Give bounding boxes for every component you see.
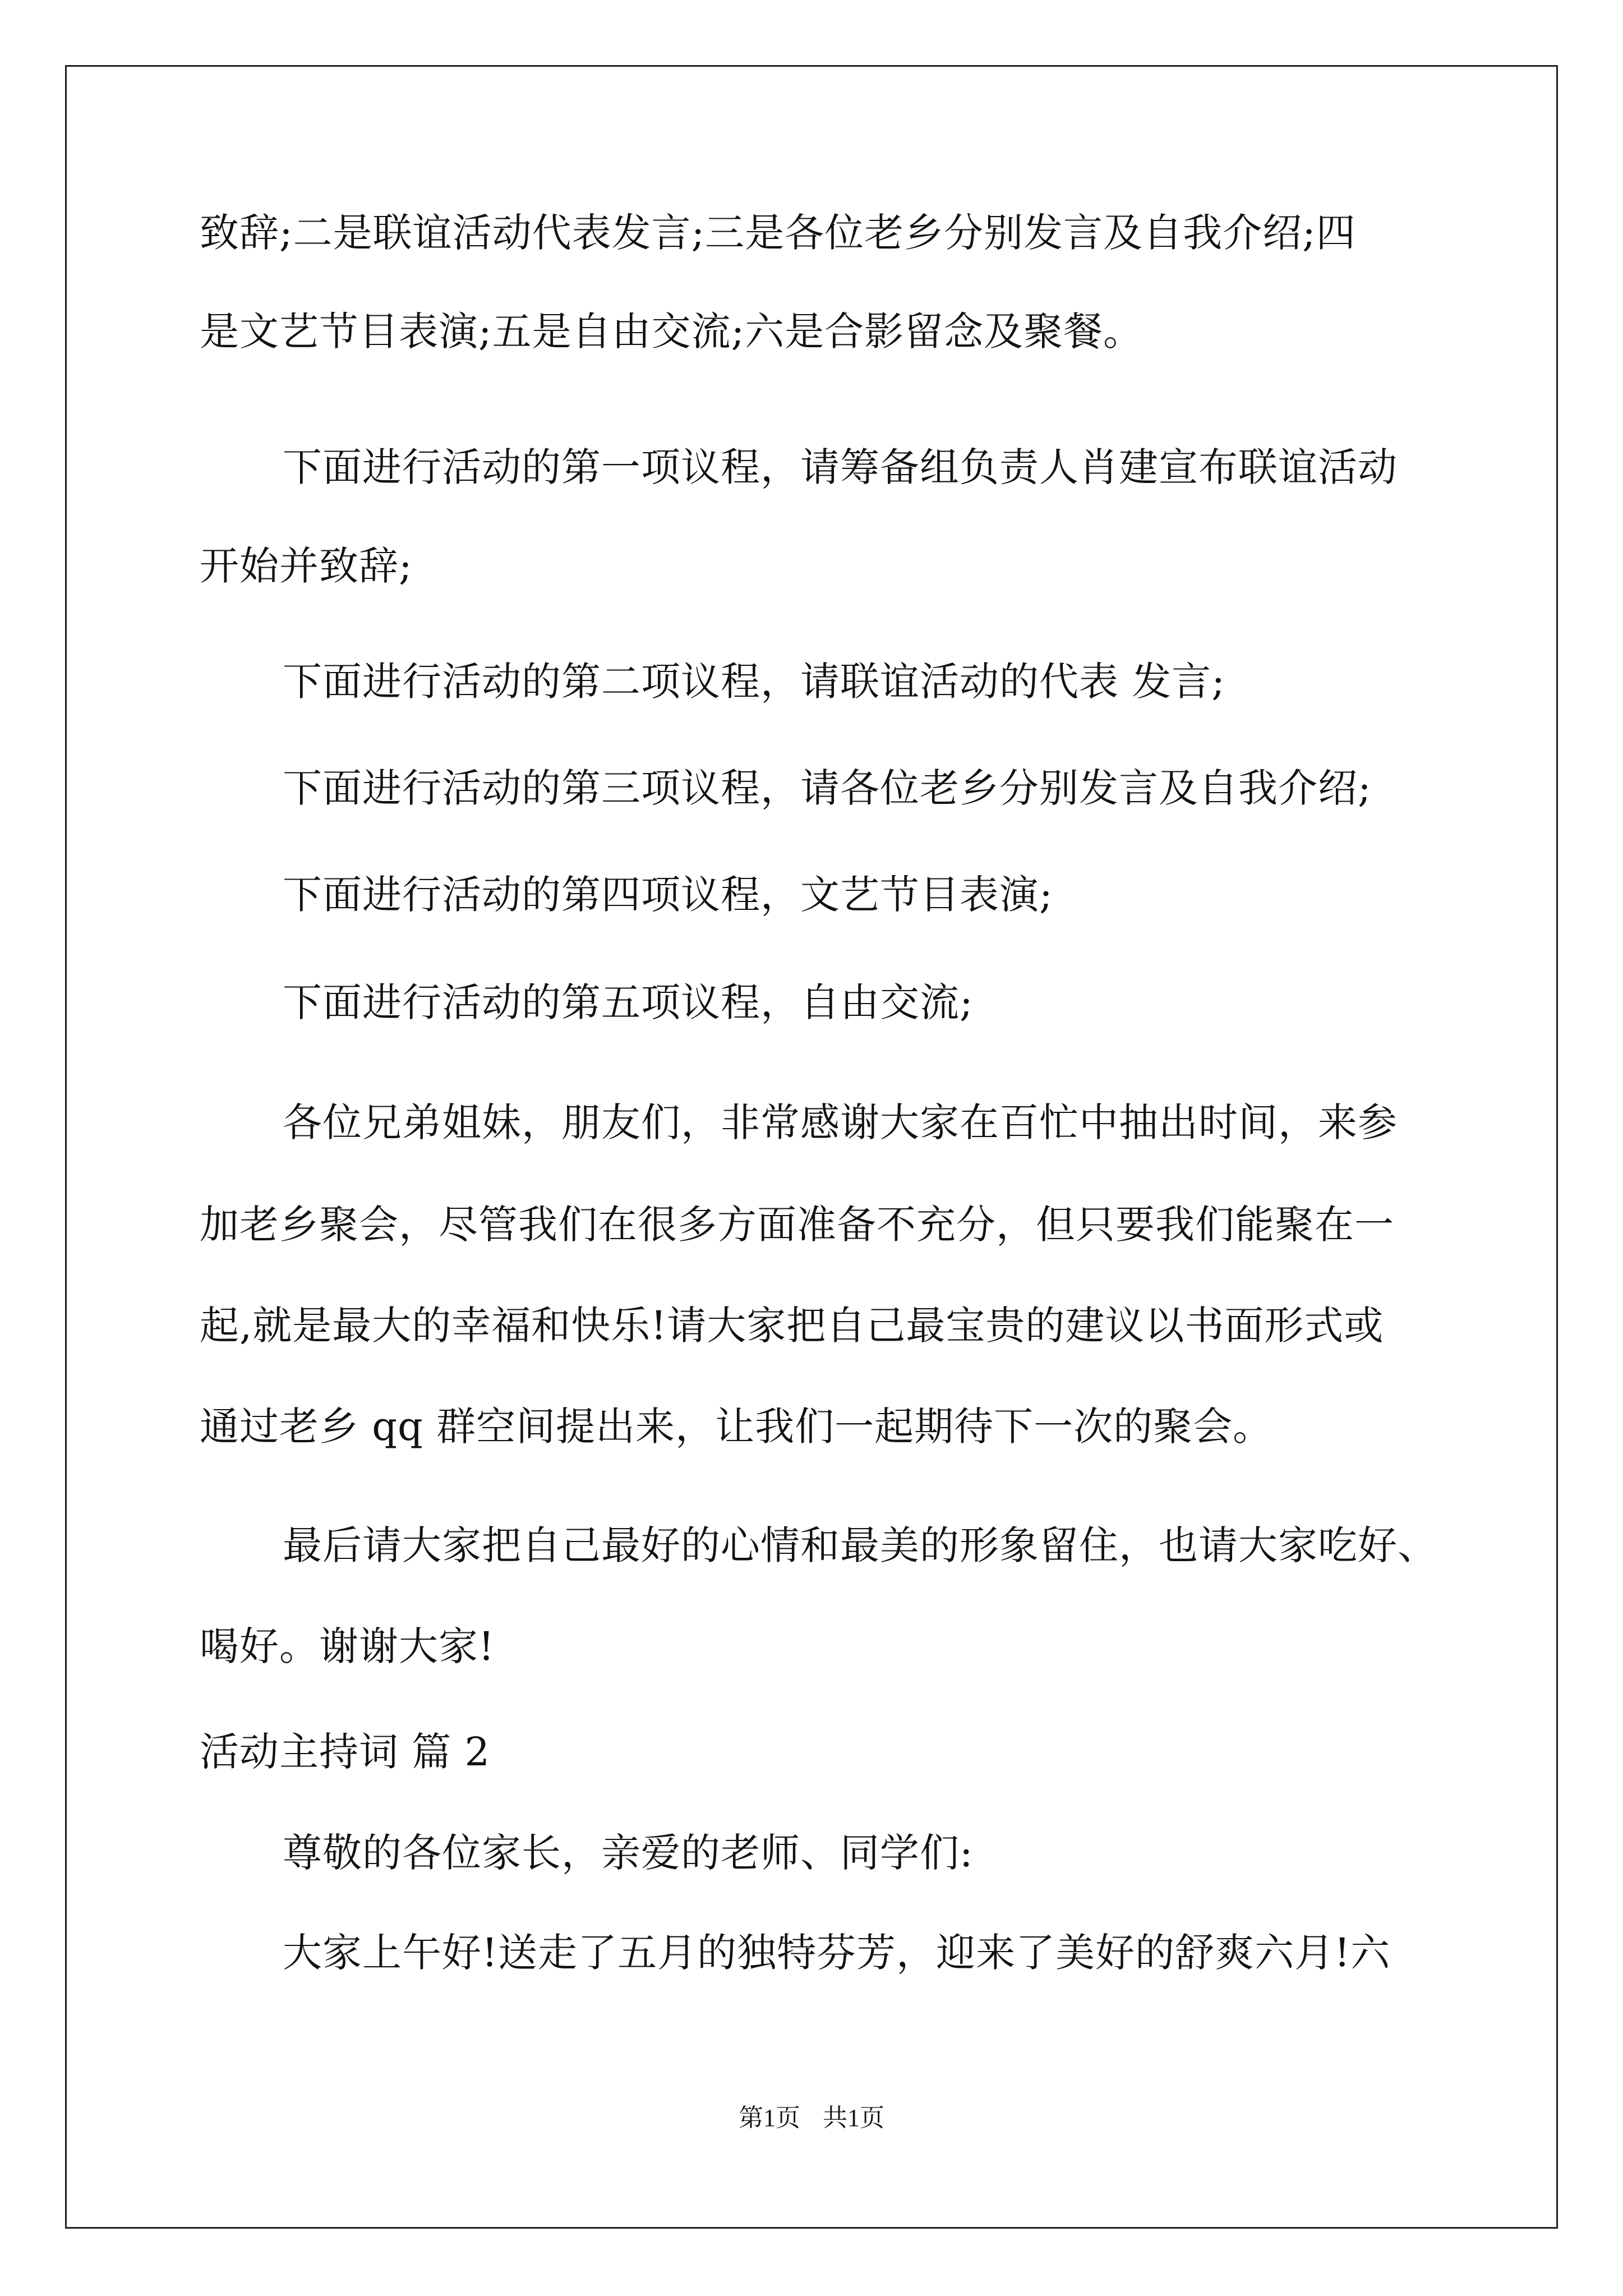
paragraph-line-7: 下面进行活动的第四项议程，文艺节目表演; [283, 872, 1053, 918]
paragraph-line-8: 下面进行活动的第五项议程，自由交流; [283, 979, 974, 1025]
page-number-total: 共1页 [823, 2104, 884, 2132]
paragraph-line-5: 下面进行活动的第二项议程，请联谊活动的代表 发言; [283, 659, 1225, 705]
paragraph-line-14: 喝好。谢谢大家! [200, 1623, 495, 1669]
paragraph-line-3: 下面进行活动的第一项议程，请筹备组负责人肖建宣布联谊活动 [283, 444, 1398, 490]
page-number-current: 第1页 [739, 2104, 800, 2132]
paragraph-line-16: 大家上午好!送走了五月的独特芬芳，迎来了美好的舒爽六月!六 [283, 1930, 1391, 1976]
paragraph-line-11: 起,就是最大的幸福和快乐!请大家把自己最宝贵的建议以书面形式或 [200, 1303, 1384, 1349]
paragraph-line-6: 下面进行活动的第三项议程，请各位老乡分别发言及自我介绍; [283, 765, 1372, 811]
paragraph-line-9: 各位兄弟姐妹，朋友们，非常感谢大家在百忙中抽出时间，来参 [283, 1099, 1398, 1145]
paragraph-line-1: 致辞;二是联谊活动代表发言;三是各位老乡分别发言及自我介绍;四 [200, 210, 1356, 256]
paragraph-line-2: 是文艺节目表演;五是自由交流;六是合影留念及聚餐。 [200, 309, 1144, 355]
paragraph-line-4: 开始并致辞; [200, 543, 413, 589]
page-footer [0, 2102, 1623, 2134]
paragraph-line-15: 尊敬的各位家长，亲爱的老师、同学们: [283, 1830, 974, 1876]
paragraph-line-12: 通过老乡 qq 群空间提出来，让我们一起期待下一次的聚会。 [200, 1404, 1273, 1450]
paragraph-line-13: 最后请大家把自己最好的心情和最美的形象留住，也请大家吃好、 [283, 1522, 1437, 1568]
paragraph-line-10: 加老乡聚会，尽管我们在很多方面准备不充分，但只要我们能聚在一 [200, 1202, 1394, 1248]
section-heading: 活动主持词 篇 2 [200, 1729, 491, 1775]
